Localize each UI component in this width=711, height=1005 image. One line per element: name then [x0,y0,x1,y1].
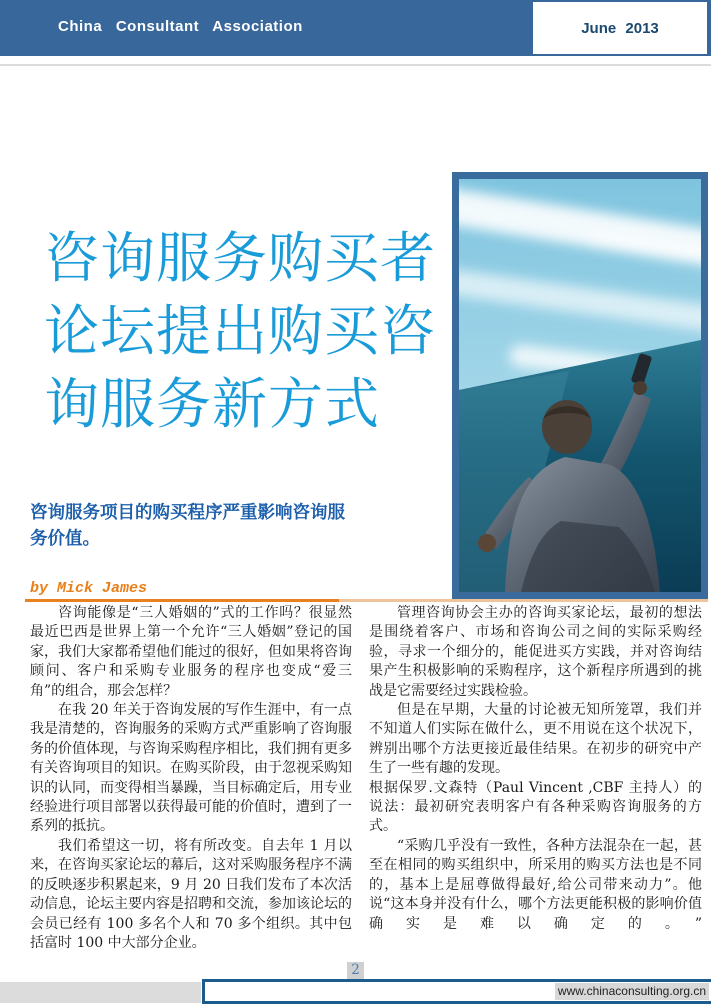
paragraph: 在我 20 年关于咨询发展的写作生涯中，有一点我是清楚的，咨询服务的采购方式严重影响了咨询服务的价值体现，与咨询采购程序相比，我们拥有更多有关咨询项目的知识。在购买阶段，由于忽视采购知识的认同，而变得相当暴躁，当目标确定后，用专业经验进行项目部署以获得最可能的价值时，遭到了一系列的抵抗。 [30,702,352,835]
body-column-left [30,604,352,953]
issue-date-box [533,2,707,54]
article-photo [452,172,708,599]
body-column-right [369,604,702,934]
article-title-line-3: 询服务新方式 [44,372,381,436]
website-link[interactable]: www.chinaconsulting.org.cn [555,983,709,1000]
byline-underline-rule [25,599,708,602]
issue-date: June 2013 [581,19,659,37]
footer-gray-bar [0,982,201,1003]
article-title-line-1: 咨询服务购买者 [44,226,437,290]
byline: by Mick James [30,580,148,597]
paragraph: “采购几乎没有一致性，各种方法混杂在一起，甚至在相同的购买组织中，所采用的购买方法也是不同的，基本上是屈尊做得最好,给公司带来动力”。他说“这本身并没有什么，哪个方法更能积极的影响价值确实是难以确定的。” [369,837,702,932]
article-subtitle-line-2: 务价值。 [30,529,100,549]
page-number: 2 [347,962,364,979]
article-title [44,222,436,441]
paragraph: 我们希望这一切，将有所改变。自去年 1 月以来，在咨询买家论坛的幕后，这对采购服务程序不满的反映逐步积累起来，9 月 20 日我们发布了本次活动信息，论坛主要内容是招聘和交流，参加该论坛的会员已经有 100 多名个人和 70 多个组织。其中包括富时 100 中大部分企业。 [30,837,352,951]
photo-illustration [459,179,701,592]
paragraph: 根据保罗.文森特（Paul Vincent ,CBF 主持人）的说法：最初研究表明客户有各种采购咨询服务的方式。 [369,779,702,835]
paragraph: 管理咨询协会主办的咨询买家论坛，最初的想法是围绕着客户、市场和咨询公司之间的实际采购经验，寻求一个细分的，能促进买方实践，并对咨询结果产生积极影响的采购程序，这个新程序所遇到的挑战是它需要经过实践检验。 [369,605,702,699]
organization-name: China Consultant Association [58,18,303,35]
footer-box [202,979,711,1004]
page-number-row [0,959,711,979]
article-subtitle [30,500,375,552]
article-title-line-2: 论坛提出购买咨 [44,299,437,363]
header-divider [0,64,711,66]
paragraph: 咨询能像是“三人婚姻的”式的工作吗？很显然最近巴西是世界上第一个允许“三人婚姻”登记的国家，我们大家都希望他们能过的很好，但如果将咨询顾问、客户和采购专业服务的程序也变成“爱三角”的组合，那会怎样？ [30,605,352,699]
paragraph: 但是在早期，大量的讨论被无知所笼罩，我们并不知道人们实际在做什么，更不用说在这个状况下，辨别出哪个方法更接近最佳结果。在初步的研究中产生了一些有趣的发现。 [369,702,702,777]
article-subtitle-line-1: 咨询服务项目的购买程序严重影响咨询服 [30,503,345,523]
